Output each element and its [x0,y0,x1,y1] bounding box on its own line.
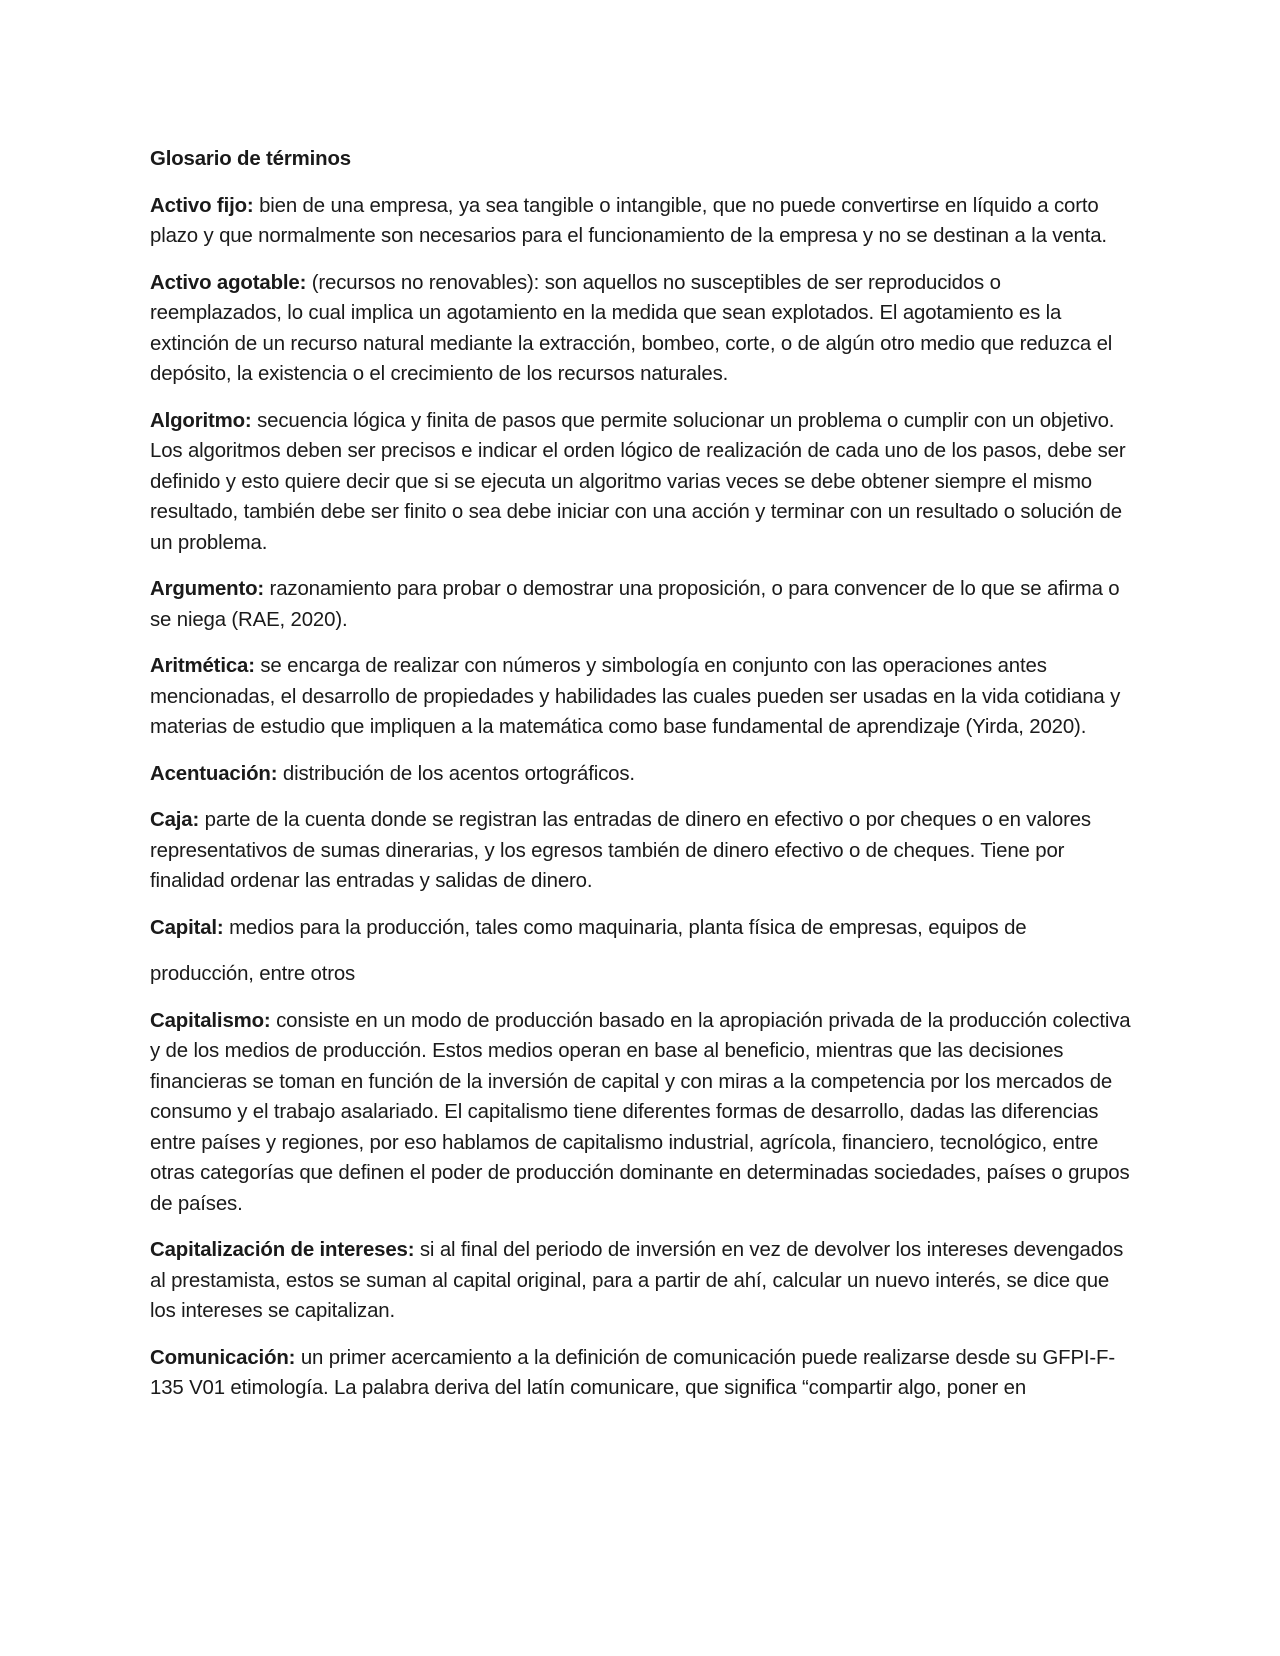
glossary-entry-capital [150,913,1132,944]
glossary-term: Caja: [150,809,200,831]
glossary-entry-comunicacion [150,1343,1132,1404]
glossary-entry-acentuacion [150,759,1132,790]
glossary-entry-aritmetica [150,651,1132,743]
glossary-definition: un primer acercamiento a la definición de comunicación puede realizarse desde su GFPI-F-135 V01 etimología. La palabra deriva del latín comunicare, que significa “compartir algo, poner en [150,1346,1116,1399]
glossary-term: Algoritmo: [150,409,252,432]
glossary-entry-argumento [150,574,1132,635]
glossary-entry-capitalismo [150,1006,1132,1220]
document-page [150,144,1132,1420]
glossary-term: Capitalización de intereses: [150,1239,415,1261]
glossary-term: Capital: [150,916,224,939]
glossary-term: Activo agotable: [150,271,307,294]
glossary-term: Activo fijo: [150,194,254,217]
glossary-entry-activo-agotable [150,268,1132,390]
glossary-definition: (recursos no renovables): son aquellos no susceptibles de ser reproducidos o reemplazados, lo cual implica un agotamiento en la medida que sean explotados. El agotamiento es la extinción de un recurso natural mediante la extracción, bombeo, corte, o de algún otro medio que reduzca el depósito, la existencia o el crecimiento de los recursos naturales. [150,271,1113,385]
glossary-definition: se encarga de realizar con números y simbología en conjunto con las operaciones antes mencionadas, el desarrollo de propiedades y habilidades las cuales pueden ser usadas en la vida cotidiana y materias de estudio que impliquen a la matemática como base fundamental de aprendizaje (Yirda, 2020). [150,655,1121,738]
glossary-definition: si al final del periodo de inversión en vez de devolver los intereses devengados al prestamista, estos se suman al capital original, para a partir de ahí, calcular un nuevo interés, se dice que los intereses se capitalizan. [150,1239,1124,1322]
glossary-definition: medios para la producción, tales como maquinaria, planta física de empresas, equipos de [223,916,1027,939]
glossary-term: Argumento: [150,578,265,600]
glossary-definition-continuation: producción, entre otros [150,963,356,985]
glossary-definition: razonamiento para probar o demostrar una proposición, o para convencer de lo que se afirma o se niega (RAE, 2020). [150,578,1120,631]
glossary-entry-algoritmo [150,406,1132,559]
glossary-term: Aritmética: [150,655,255,677]
glossary-definition: consiste en un modo de producción basado en la apropiación privada de la producción colectiva y de los medios de producción. Estos medios operan en base al beneficio, mientras que las decisiones financieras se toman en función de la inversión de capital y con miras a la competencia por los mercados de consumo y el trabajo asalariado. El capitalismo tiene diferentes formas de desarrollo, dadas las diferencias entre países y regiones, por eso hablamos de capitalismo industrial, agrícola, financiero, tecnológico, entre otras categorías que definen el poder de producción dominante en determinadas sociedades, países o grupos de países. [150,1009,1131,1215]
glossary-entry-activo-fijo [150,191,1132,252]
glossary-definition: secuencia lógica y finita de pasos que permite solucionar un problema o cumplir con un objetivo. Los algoritmos deben ser precisos e indicar el orden lógico de realización de cada uno de los pasos, debe ser definido y esto quiere decir que si se ejecuta un algoritmo varias veces se debe obtener siempre el mismo resultado, también debe ser finito o sea debe iniciar con una acción y terminar con un resultado o solución de un problema. [150,409,1126,554]
glossary-term: Capitalismo: [150,1009,271,1032]
glossary-term: Acentuación: [150,762,278,785]
page-title: Glosario de términos [150,148,351,170]
glossary-definition: distribución de los acentos ortográficos. [277,762,635,785]
glossary-definition: bien de una empresa, ya sea tangible o intangible, que no puede convertirse en líquido a corto plazo y que normalmente son necesarios para el funcionamiento de la empresa y no se destinan a la venta. [150,194,1107,247]
glossary-entry-caja [150,805,1132,897]
glossary-entry-capitalizacion-de-intereses [150,1235,1132,1327]
glossary-definition: parte de la cuenta donde se registran las entradas de dinero en efectivo o por cheques o en valores representativos de sumas dinerarias, y los egresos también de dinero efectivo o de cheques. Tiene por finalidad ordenar las entradas y salidas de dinero. [150,809,1091,892]
glossary-term: Comunicación: [150,1346,296,1369]
